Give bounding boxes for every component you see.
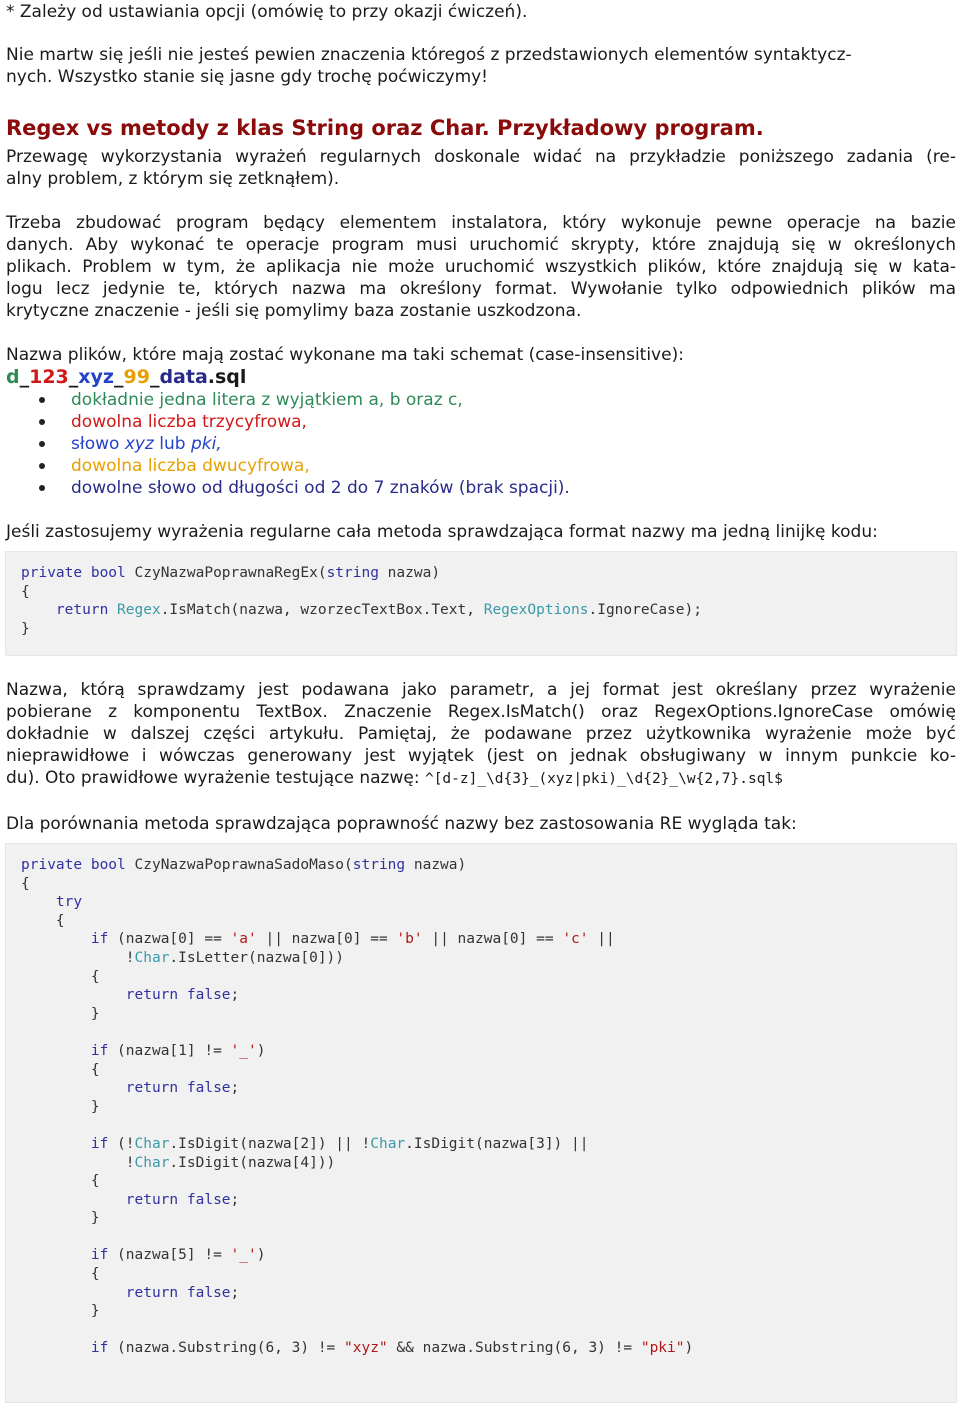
section-paragraph-2-line-3: plikach. Problem w tym, że aplikacja nie może uruchomić wszystkich plików, które znajdują się w kata- xyxy=(6,257,956,277)
list-item xyxy=(6,433,956,455)
code-line: { xyxy=(90,1266,100,1283)
rule-word-xyz: xyz xyxy=(124,434,154,454)
rule-word xyxy=(71,434,222,454)
section-heading: Regex vs metody z klas String oraz Char. Przykładowy program. xyxy=(6,116,764,140)
bullet-icon xyxy=(39,485,45,491)
code-line: if (!Char.IsDigit(nazwa[2]) || !Char.IsDigit(nazwa[3]) || xyxy=(90,1135,589,1152)
code-line: private bool CzyNazwaPoprawnaSadoMaso(string nazwa) xyxy=(21,857,467,873)
filename-data-word: data xyxy=(159,366,208,388)
code-line: } xyxy=(90,1098,100,1115)
code-line: private bool CzyNazwaPoprawnaRegEx(string nazwa) xyxy=(21,565,441,581)
filename-three-digits: 123 xyxy=(29,366,69,388)
rule-word-or: lub xyxy=(153,434,191,454)
code-line: { xyxy=(90,1061,100,1078)
filename-word: xyz xyxy=(78,366,114,388)
rule-data-word: dowolne słowo od długości od 2 do 7 znaków (brak spacji). xyxy=(71,478,570,498)
explain-line-1: Nazwa, którą sprawdzamy jest podawana jako parametr, a jej format jest określany przez wyrażenie xyxy=(6,680,956,700)
rule-word-pki: pki, xyxy=(190,434,222,454)
code-line xyxy=(21,1116,941,1135)
code-block-regex xyxy=(5,551,957,656)
explain-line-5 xyxy=(6,767,783,790)
intro-paragraph-line-2: nych. Wszystko stanie się jasne gdy trochę poćwiczymy! xyxy=(6,67,489,87)
regex-pattern: ^[d-z]_\d{3}_(xyz|pki)_\d{2}_\w{2,7}.sql$ xyxy=(424,771,783,787)
section-paragraph-1-line-2: alny problem, z którym się zetknąłem). xyxy=(6,169,340,189)
code-line: if (nazwa[1] != '_') xyxy=(90,1042,266,1059)
rule-three-digits: dowolna liczba trzycyfrowa, xyxy=(71,412,307,432)
code-line: { xyxy=(21,583,30,600)
schema-intro: Nazwa plików, które mają zostać wykonane ma taki schemat (case-insensitive): xyxy=(6,345,684,365)
code-line: return Regex.IsMatch(nazwa, wzorzecTextBox.Text, RegexOptions.IgnoreCase); xyxy=(55,602,702,619)
list-item xyxy=(6,389,956,411)
code-line: if (nazwa.Substring(6, 3) != "xyz" && nazwa.Substring(6, 3) != "pki") xyxy=(90,1340,694,1357)
code-line: return false; xyxy=(125,1191,240,1208)
explain-line-2: pobierane z komponentu TextBox. Znaczenie Regex.IsMatch() oraz RegexOptions.IgnoreCase omówię xyxy=(6,702,956,722)
section-paragraph-2-line-5: krytyczne znaczenie - jeśli się pomylimy baza zostanie uszkodzona. xyxy=(6,301,582,321)
code-line: { xyxy=(55,912,65,929)
section-paragraph-2-line-4: logu lecz jedynie te, których nazwa ma określony format. Wywołanie tylko odpowiednich plików ma xyxy=(6,279,956,299)
list-item xyxy=(6,477,956,499)
filename-separator: _ xyxy=(113,366,124,388)
explain-line-3: dokładnie w dalszej części artykułu. Pamiętaj, że podawane przez użytkownika wyrażenie może być xyxy=(6,724,956,744)
code-line: { xyxy=(21,875,30,892)
code-line: { xyxy=(90,1173,100,1190)
code-line: } xyxy=(90,1005,100,1022)
code-line: return false; xyxy=(125,1284,240,1301)
code-line xyxy=(21,1228,941,1247)
regex-intro: Jeśli zastosujemy wyrażenia regularne cała metoda sprawdzająca format nazwy ma jedną linijkę kodu: xyxy=(6,522,878,542)
rule-word-prefix: słowo xyxy=(71,434,125,454)
footnote: * Zależy od ustawiania opcji (omówię to przy okazji ćwiczeń). xyxy=(6,2,528,22)
filename-separator: _ xyxy=(19,366,30,388)
explain-line-4: nieprawidłowe i wówczas generowany jest wyjątek (jest on jednak obsługiwany w innym punkcie ko- xyxy=(6,746,956,766)
filename-extension: .sql xyxy=(207,366,247,388)
code-line: try xyxy=(55,894,83,911)
code-line: !Char.IsDigit(nazwa[4])) xyxy=(125,1154,336,1171)
code-line: } xyxy=(21,620,30,637)
code-line: if (nazwa[5] != '_') xyxy=(90,1247,266,1264)
list-item xyxy=(6,455,956,477)
bullet-icon xyxy=(39,419,45,425)
filename-rules-list xyxy=(6,389,956,499)
filename-separator: _ xyxy=(149,366,160,388)
example-filename xyxy=(6,366,246,388)
explain-line-5-text: du). Oto prawidłowe wyrażenie testujące nazwę: xyxy=(6,768,425,788)
list-item xyxy=(6,411,956,433)
code-block-manual xyxy=(5,843,957,1403)
rule-letter: dokładnie jedna litera z wyjątkiem a, b oraz c, xyxy=(71,390,463,410)
code-line xyxy=(21,1023,941,1042)
section-paragraph-1-line-1: Przewagę wykorzystania wyrażeń regularnych doskonale widać na przykładzie poniższego zadania (re- xyxy=(6,147,956,167)
bullet-icon xyxy=(39,463,45,469)
code-line: if (nazwa[0] == 'a' || nazwa[0] == 'b' || nazwa[0] == 'c' || xyxy=(90,931,615,948)
code-line: return false; xyxy=(125,1080,240,1097)
filename-letter: d xyxy=(6,366,20,388)
rule-two-digits: dowolna liczba dwucyfrowa, xyxy=(71,456,310,476)
section-paragraph-2-line-2: danych. Aby wykonać te operacje program musi uruchomić skrypty, które znajdują się w określonych xyxy=(6,235,956,255)
code-line: { xyxy=(90,968,100,985)
bullet-icon xyxy=(39,441,45,447)
intro-paragraph-line-1: Nie martw się jeśli nie jesteś pewien znaczenia któregoś z przedstawionych elementów syntaktycz- xyxy=(6,45,852,65)
section-paragraph-2-line-1: Trzeba zbudować program będący elementem instalatora, który wykonuje pewne operacje na bazie xyxy=(6,213,956,233)
code-line: !Char.IsLetter(nazwa[0])) xyxy=(125,949,345,966)
filename-two-digits: 99 xyxy=(123,366,150,388)
code-line: } xyxy=(90,1210,100,1227)
filename-separator: _ xyxy=(68,366,79,388)
code-line: return false; xyxy=(125,987,240,1004)
comparison-intro: Dla porównania metoda sprawdzająca poprawność nazwy bez zastosowania RE wygląda tak: xyxy=(6,814,797,834)
bullet-icon xyxy=(39,397,45,403)
code-line xyxy=(21,1321,941,1340)
code-line: } xyxy=(90,1303,100,1320)
